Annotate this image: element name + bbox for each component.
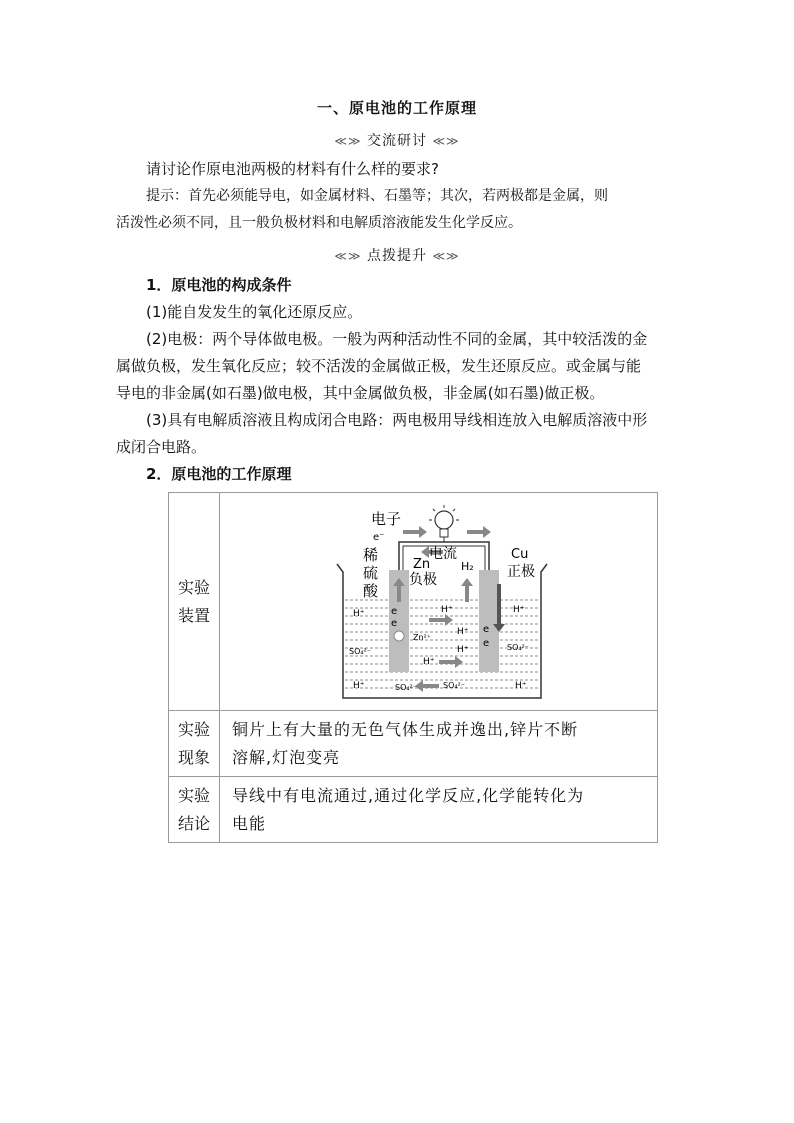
copper-label: Cu <box>510 546 528 562</box>
electron-mark: e <box>390 617 397 629</box>
ion-arrow-icon <box>415 680 439 692</box>
h-ion-label: H⁺ <box>440 604 453 615</box>
conclusion-cell: 导线中有电流通过,通过化学反应,化学能转化为 电能 <box>220 777 658 843</box>
h-ion-label: H⁺ <box>352 608 365 619</box>
up-arrow-icon <box>461 578 473 602</box>
decoration-right: ≪≫ <box>432 134 460 148</box>
table-row <box>169 777 658 843</box>
acid-label-3: 酸 <box>362 581 378 600</box>
experiment-table <box>168 492 658 843</box>
ion-arrow-icon <box>439 656 463 668</box>
h-ion-label: H⁺ <box>456 626 469 637</box>
copper-electrode <box>479 570 499 672</box>
item-1-heading: 1．原电池的构成条件 <box>146 276 292 294</box>
phenomenon-cell: 铜片上有大量的无色气体生成并逸出,锌片不断 溶解,灯泡变亮 <box>220 711 658 777</box>
h-ion-label: H⁺ <box>512 604 525 615</box>
electron-mark: e <box>482 623 489 635</box>
h-ion-label: H⁺ <box>456 644 469 655</box>
discussion-label: 交流研讨 <box>367 133 427 149</box>
table-row <box>169 711 658 777</box>
condition-3-line-2: 成闭合电路。 <box>116 438 207 456</box>
electron-arrow-icon <box>403 526 427 538</box>
acid-label-2: 硫 <box>362 563 378 582</box>
tips-label: 点拨提升 <box>367 248 427 264</box>
electron-mark: e <box>390 605 397 617</box>
condition-3-line-1: (3)具有电解质溶液且构成闭合电路：两电极用导线相连放入电解质溶液中形 <box>146 411 648 429</box>
decoration-right: ≪≫ <box>432 249 460 263</box>
apparatus-cell <box>220 493 658 711</box>
electron-symbol: e⁻ <box>372 531 384 543</box>
tips-header <box>0 245 794 265</box>
condition-2-line-3: 导电的非金属(如石墨)做电极，其中金属做负极，非金属(如石墨)做正极。 <box>116 384 605 402</box>
sulfate-label: SO₄²⁻ <box>442 680 465 690</box>
decoration-left: ≪≫ <box>334 249 362 263</box>
section-title: 一、原电池的工作原理 <box>316 99 477 117</box>
positive-pole-label: 正极 <box>506 563 535 580</box>
condition-2-line-1: (2)电极：两个导体做电极。一般为两种活动性不同的金属，其中较活泼的金 <box>146 330 648 348</box>
sulfate-label: SO₄²⁻ <box>506 642 529 652</box>
bulb-icon <box>429 505 459 542</box>
acid-label-1: 稀 <box>362 545 378 564</box>
negative-pole-label: 负极 <box>408 571 437 588</box>
electron-arrow-icon <box>467 526 491 538</box>
zn-ion-marker <box>394 631 404 641</box>
galvanic-cell-diagram <box>329 502 549 702</box>
electron-label: 电子 <box>370 509 401 528</box>
hint-line-1: 提示：首先必须能导电，如金属材料、石墨等；其次，若两极都是金属，则 <box>146 188 608 204</box>
sulfate-label: SO₄²⁻ <box>348 646 371 656</box>
sulfate-label: SO₄²⁻ <box>394 682 417 692</box>
item-2-heading: 2．原电池的工作原理 <box>146 465 292 483</box>
zinc-label: Zn <box>412 556 430 572</box>
decoration-left: ≪≫ <box>334 134 362 148</box>
condition-1: (1)能自发发生的氧化还原反应。 <box>146 303 363 321</box>
zinc-ion-label: Zn²⁺ <box>412 632 431 642</box>
electron-mark: e <box>482 637 489 649</box>
hydrogen-label: H₂ <box>460 559 474 573</box>
h-ion-label: H⁺ <box>422 656 435 667</box>
current-label: 电流 <box>428 545 457 562</box>
discussion-header <box>0 130 794 150</box>
row-label: 实验 装置 <box>169 493 220 711</box>
hint-line-2: 活泼性必须不同，且一般负极材料和电解质溶液能发生化学反应。 <box>116 215 522 231</box>
row-label: 实验 结论 <box>169 777 220 843</box>
row-label: 实验 现象 <box>169 711 220 777</box>
h-ion-label: H⁺ <box>514 680 527 691</box>
question-text: 请讨论作原电池两极的材料有什么样的要求? <box>146 160 439 178</box>
condition-2-line-2: 属做负极，发生氧化反应；较不活泼的金属做正极，发生还原反应。或金属与能 <box>116 357 642 375</box>
h-ion-label: H⁺ <box>352 680 365 691</box>
table-row <box>169 493 658 711</box>
